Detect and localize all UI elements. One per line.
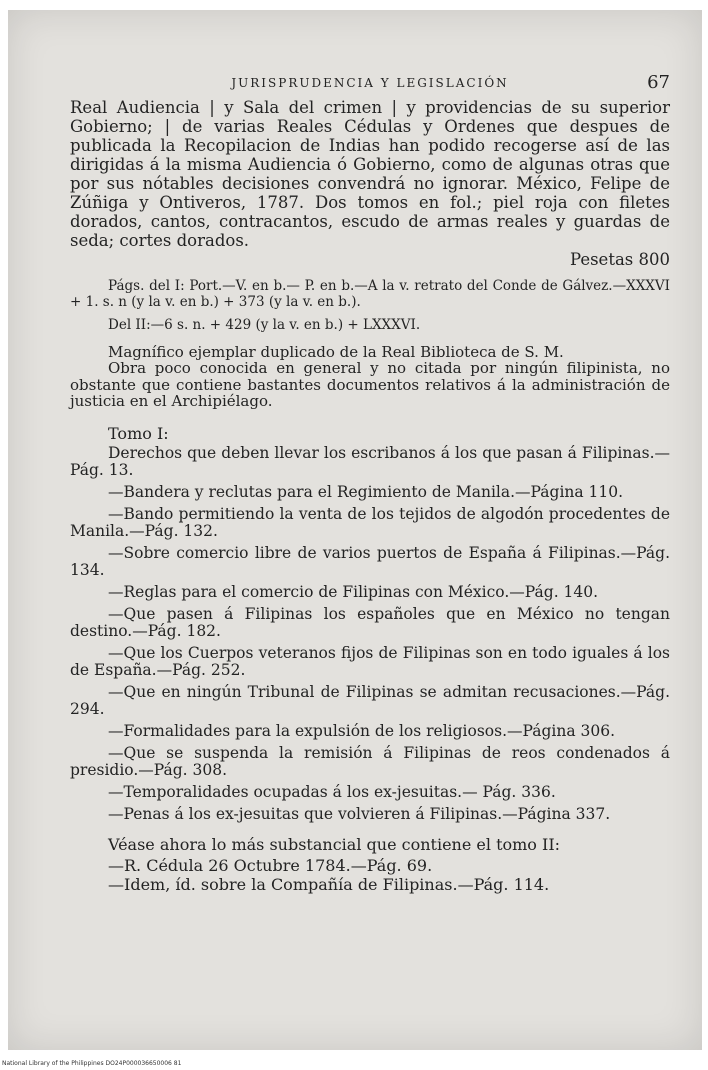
- collation-vol-1: Págs. del I: Port.—V. en b.— P. en b.—A la v. retrato del Conde de Gálvez.—XXXVI + 1. s. n (y la v. en b.) + 373 (y la v. en b.).: [70, 278, 670, 310]
- list-item: —Bando permitiendo la venta de los tejidos de algodón procedentes de Manila.—Pág. 132.: [70, 504, 670, 540]
- list-item: —Temporalidades ocupadas á los ex-jesuitas.— Pág. 336.: [108, 782, 556, 801]
- description-line: Magnífico ejemplar duplicado de la Real Biblioteca de S. M.: [108, 342, 564, 361]
- scan-footer: National Library of the Philippines DO24P000036650006 81: [2, 1060, 182, 1067]
- list-item: —Sobre comercio libre de varios puertos de España á Filipinas.—Pág. 134.: [70, 543, 670, 579]
- list-item: —Penas á los ex-jesuitas que volvieren á Filipinas.—Página 337.: [108, 804, 611, 823]
- price: Pesetas 800: [569, 250, 670, 269]
- list-item: —Idem, íd. sobre la Compañía de Filipinas.—Pág. 114.: [108, 874, 550, 894]
- description-line: Obra poco conocida en general y no citada por ningún filipinista, no obstante que contiene bastantes documentos relativos á la administración de justicia en el Archipiélago.: [70, 359, 670, 410]
- list-item: —R. Cédula 26 Octubre 1784.—Pág. 69.: [108, 855, 433, 875]
- book-page: [8, 10, 702, 1050]
- catalog-entry: Real Audiencia | y Sala del crimen | y providencias de su superior Gobierno; | de varias Reales Cédulas y Ordenes que despues de publicada la Recopilacion de Indias han podido recogerse así de las dirigidas á la misma Audiencia ó Gobierno, como de algunas otras que por sus nótables decisiones convendrá no ignorar. México, Felipe de Zúñiga y Ontiveros, 1787. Dos tomos en fol.; piel roja con filetes dorados, cantos, contracantos, escudo de armas reales y guardas de seda; cortes dorados.: [70, 98, 670, 250]
- main-text: [70, 98, 670, 894]
- tomo-2-list: [70, 856, 670, 894]
- list-item: —Que se suspenda la remisión á Filipinas de reos condenados á presidio.—Pág. 308.: [70, 743, 670, 779]
- list-item: Derechos que deben llevar los escribanos á los que pasan á Filipinas.—Pág. 13.: [70, 443, 670, 479]
- page-content: [70, 70, 670, 894]
- page-header: [70, 70, 670, 98]
- list-item: —Que en ningún Tribunal de Filipinas se admitan recusaciones.—Pág. 294.: [70, 682, 670, 718]
- tomo-2-intro: Véase ahora lo más substancial que contiene el tomo II:: [108, 834, 561, 854]
- list-item: —Que los Cuerpos veteranos fijos de Filipinas son en todo iguales á los de España.—Pág. 252.: [70, 643, 670, 679]
- list-item: —Formalidades para la expulsión de los religiosos.—Página 306.: [108, 721, 616, 740]
- collation-vol-2: Del II:—6 s. n. + 429 (y la v. en b.) + LXXXVI.: [108, 317, 421, 333]
- tomo-1-list: [70, 445, 670, 823]
- tomo-1-heading: Tomo I:: [108, 423, 169, 443]
- list-item: —Reglas para el comercio de Filipinas con México.—Pág. 140.: [108, 582, 599, 601]
- list-item: —Bandera y reclutas para el Regimiento de Manila.—Página 110.: [108, 482, 624, 501]
- page-number: 67: [647, 72, 670, 93]
- list-item: —Que pasen á Filipinas los españoles que en México no tengan destino.—Pág. 182.: [70, 604, 670, 640]
- running-title: JURISPRUDENCIA Y LEGISLACIÓN: [231, 76, 509, 90]
